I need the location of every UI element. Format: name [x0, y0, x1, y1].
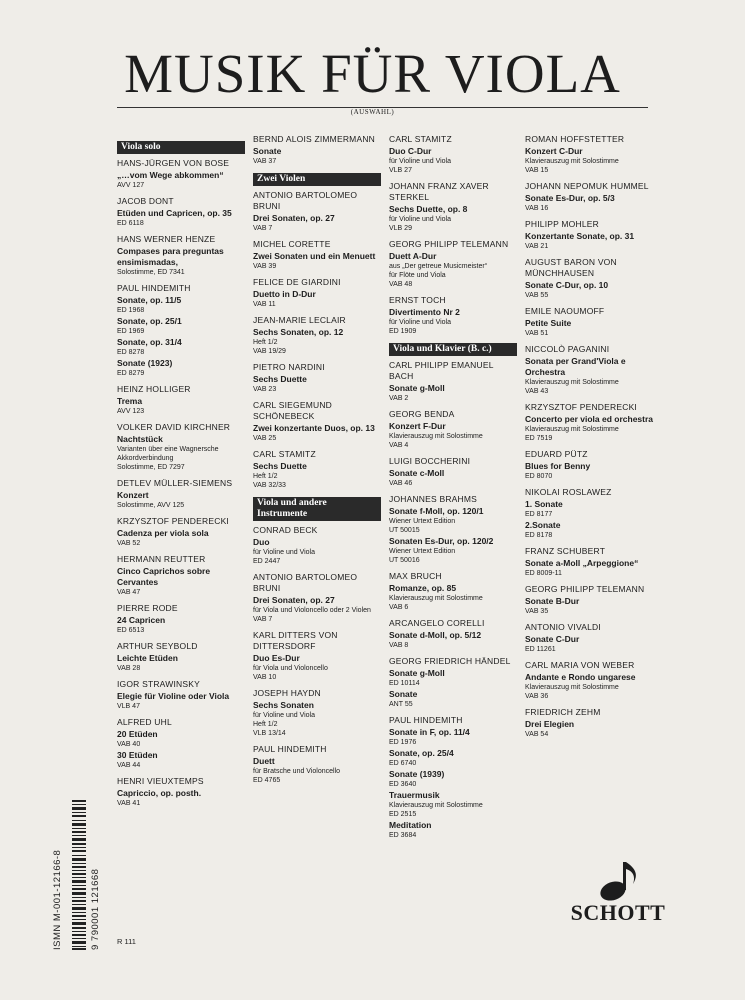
edition-detail: AVV 127	[117, 182, 145, 189]
edition-detail: ED 2515	[389, 811, 417, 818]
catalog-entry	[525, 622, 653, 654]
work-title: Sonate	[389, 689, 418, 699]
work-title: Meditation	[389, 820, 432, 830]
edition-detail: VAB 23	[253, 386, 277, 393]
edition-detail: für Flöte und Viola	[389, 272, 446, 279]
edition-detail: VAB 36	[525, 693, 549, 700]
edition-detail: VAB 51	[525, 330, 549, 337]
edition-detail: VAB 52	[117, 540, 141, 547]
work-title: Etüden und Capricen, op. 35	[117, 208, 232, 218]
catalog-entry	[117, 679, 245, 711]
edition-detail: VLB 13/14	[253, 730, 286, 737]
page-title: MUSIK FÜR VIOLA	[124, 43, 621, 104]
edition-detail: Klavierauszug mit Solostimme	[525, 426, 619, 433]
composer-name: GEORG BENDA	[389, 409, 455, 419]
work-title: Sechs Duette	[253, 461, 307, 471]
work-title: Cadenza per viola sola	[117, 528, 209, 538]
composer-name: GEORG PHILIPP TELEMANN	[389, 239, 509, 249]
work-title: Sonate d-Moll, op. 5/12	[389, 630, 482, 640]
edition-detail: Klavierauszug mit Solostimme	[389, 433, 483, 440]
work-title: 30 Etüden	[117, 750, 158, 760]
edition-detail: VAB 7	[253, 616, 273, 623]
work-title: Concerto per viola ed orchestra	[525, 414, 654, 424]
work-title: Blues for Benny	[525, 461, 591, 471]
composer-name: PIETRO NARDINI	[253, 362, 325, 372]
composer-name: JOSEPH HAYDN	[253, 688, 321, 698]
work-title: Leichte Etüden	[117, 653, 178, 663]
catalog-code: R 111	[117, 937, 136, 946]
edition-detail: ED 8279	[117, 370, 145, 377]
work-title: 1. Sonate	[525, 499, 563, 509]
catalog-entry	[117, 283, 245, 378]
edition-detail: VAB 43	[525, 388, 549, 395]
work-title: 20 Etüden	[117, 729, 158, 739]
edition-detail: VAB 39	[253, 263, 277, 270]
edition-detail: Klavierauszug mit Solostimme	[525, 684, 619, 691]
composer-name: HERMANN REUTTER	[117, 554, 206, 564]
catalog-entry	[389, 239, 517, 289]
work-title: Sechs Duette, op. 8	[389, 204, 468, 214]
catalog-entry	[389, 656, 517, 709]
edition-detail: ED 3640	[389, 781, 417, 788]
catalog-column-4	[525, 134, 653, 745]
edition-detail: ED 6118	[117, 220, 144, 227]
work-title: Andante e Rondo ungarese	[525, 672, 636, 682]
catalog-entry	[253, 744, 381, 785]
edition-detail: für Violine und Viola	[253, 549, 316, 556]
edition-detail: Solostimme, ED 7297	[117, 464, 185, 471]
catalog-entry	[117, 196, 245, 228]
composer-name: NIKOLAI ROSLAWEZ	[525, 487, 612, 497]
catalog-entry	[389, 715, 517, 840]
edition-detail: ED 6740	[389, 760, 417, 767]
work-title: Sonate c-Moll	[389, 468, 445, 478]
catalog-entry	[117, 384, 245, 416]
work-title: Trema	[117, 396, 143, 406]
work-title: Duetto in D-Dur	[253, 289, 316, 299]
work-title: Sonate g-Moll	[389, 383, 445, 393]
edition-detail: VLB 27	[389, 167, 412, 174]
edition-detail: VAB 21	[525, 243, 549, 250]
edition-detail: VAB 41	[117, 800, 141, 807]
edition-detail: ED 8009-11	[525, 570, 562, 577]
work-title: Duo C-Dur	[389, 146, 432, 156]
catalog-entry	[389, 360, 517, 403]
edition-detail: ANT 55	[389, 701, 413, 708]
edition-detail: ED 1969	[117, 328, 145, 335]
work-title: Divertimento Nr 2	[389, 307, 460, 317]
catalog-entry	[117, 603, 245, 635]
catalog-column-1	[117, 134, 245, 814]
composer-name: FRANZ SCHUBERT	[525, 546, 606, 556]
composer-name: HENRI VIEUXTEMPS	[117, 776, 204, 786]
work-title: Konzert	[117, 490, 149, 500]
edition-detail: VAB 6	[389, 604, 409, 611]
catalog-entry	[389, 571, 517, 612]
catalog-entry	[525, 257, 653, 300]
composer-name: ANTONIO BARTOLOMEO BRUNI	[253, 572, 358, 593]
edition-detail: VAB 16	[525, 205, 549, 212]
catalog-entry	[525, 660, 653, 701]
edition-detail: Varianten über eine Wagnersche Akkordverbindung	[117, 446, 219, 462]
composer-name: GEORG FRIEDRICH HÄNDEL	[389, 656, 511, 666]
work-title: Duo Es-Dur	[253, 653, 300, 663]
composer-name: MAX BRUCH	[389, 571, 442, 581]
edition-detail: für Violine und Viola	[253, 712, 316, 719]
catalog-entry	[253, 239, 381, 271]
composer-name: ARCANGELO CORELLI	[389, 618, 485, 628]
composer-name: NICCOLÒ PAGANINI	[525, 344, 610, 354]
catalog-entry	[525, 181, 653, 213]
isbn-text: ISMN M-001-12166-8	[52, 849, 63, 950]
work-title: Drei Sonaten, op. 27	[253, 595, 335, 605]
work-title: Sonate (1939)	[389, 769, 445, 779]
composer-name: PIERRE RODE	[117, 603, 178, 613]
edition-detail: VAB 11	[253, 301, 276, 308]
catalog-entry	[525, 306, 653, 338]
catalog-entry	[525, 219, 653, 251]
edition-detail: UT 50016	[389, 557, 420, 564]
work-title: 2.Sonate	[525, 520, 561, 530]
edition-detail: ED 10114	[389, 680, 420, 687]
edition-detail: Heft 1/2	[253, 473, 278, 480]
composer-name: FRIEDRICH ZEHM	[525, 707, 601, 717]
catalog-column-2	[253, 134, 381, 791]
catalog-entry	[253, 362, 381, 394]
edition-detail: VAB 15	[525, 167, 549, 174]
composer-name: PAUL HINDEMITH	[117, 283, 191, 293]
catalog-entry	[389, 134, 517, 175]
catalog-entry	[253, 449, 381, 490]
composer-name: JOHANN NEPOMUK HUMMEL	[525, 181, 649, 191]
work-title: Sonate C-Dur	[525, 634, 580, 644]
composer-name: ERNST TOCH	[389, 295, 446, 305]
composer-name: JACOB DONT	[117, 196, 174, 206]
catalog-entry	[525, 487, 653, 540]
edition-detail: VAB 46	[389, 480, 413, 487]
catalog-entry	[117, 641, 245, 673]
catalog-entry	[389, 494, 517, 565]
edition-detail: ED 3684	[389, 832, 417, 839]
catalog-entry	[525, 546, 653, 578]
edition-detail: UT 50015	[389, 527, 420, 534]
edition-detail: ED 1968	[117, 307, 145, 314]
work-title: Sonaten Es-Dur, op. 120/2	[389, 536, 494, 546]
composer-name: CARL MARIA VON WEBER	[525, 660, 635, 670]
edition-detail: Klavierauszug mit Solostimme	[525, 158, 619, 165]
edition-detail: VLB 29	[389, 225, 412, 232]
catalog-entry	[253, 400, 381, 443]
edition-detail: Heft 1/2	[253, 721, 278, 728]
work-title: Sonate in F, op. 11/4	[389, 727, 470, 737]
composer-name: EMILE NAOUMOFF	[525, 306, 605, 316]
composer-name: DETLEV MÜLLER-SIEMENS	[117, 478, 233, 488]
work-title: Drei Sonaten, op. 27	[253, 213, 335, 223]
catalog-entry	[117, 554, 245, 597]
edition-detail: Klavierauszug mit Solostimme	[389, 802, 483, 809]
edition-detail: Klavierauszug mit Solostimme	[389, 595, 483, 602]
work-title: 24 Capricen	[117, 615, 166, 625]
catalog-entry	[389, 409, 517, 450]
edition-detail: ED 1976	[389, 739, 417, 746]
composer-name: CARL SIEGEMUND SCHÖNEBECK	[253, 400, 332, 421]
composer-name: CARL PHILIPP EMANUEL BACH	[389, 360, 494, 381]
catalog-entry	[117, 422, 245, 472]
composer-name: ANTONIO VIVALDI	[525, 622, 601, 632]
catalog-entry	[117, 158, 245, 190]
publisher-logo: SCHOTT	[570, 900, 666, 925]
edition-detail: VLB 47	[117, 703, 140, 710]
edition-detail: für Bratsche und Violoncello	[253, 768, 341, 775]
catalog-entry	[253, 315, 381, 356]
composer-name: KARL DITTERS VON DITTERSDORF	[253, 630, 338, 651]
composer-name: JOHANNES BRAHMS	[389, 494, 478, 504]
edition-detail: VAB 37	[253, 158, 277, 165]
edition-detail: VAB 7	[253, 225, 273, 232]
section-heading: Viola und Klavier (B. c.)	[389, 343, 517, 356]
composer-name: ALFRED UHL	[117, 717, 172, 727]
work-title: Konzert F-Dur	[389, 421, 446, 431]
catalog-entry	[253, 688, 381, 738]
edition-detail: VAB 35	[525, 608, 549, 615]
composer-name: HANS-JÜRGEN VON BOSE	[117, 158, 230, 168]
work-title: Drei Elegien	[525, 719, 575, 729]
catalog-entry	[117, 776, 245, 808]
work-title: Konzert C-Dur	[525, 146, 583, 156]
work-title: Sonate f-Moll, op. 120/1	[389, 506, 484, 516]
work-title: Sonate B-Dur	[525, 596, 580, 606]
edition-detail: ED 7519	[525, 435, 553, 442]
edition-detail: ED 2447	[253, 558, 281, 565]
catalog-entry	[253, 572, 381, 624]
edition-detail: ED 8178	[525, 532, 553, 539]
composer-name: BERND ALOIS ZIMMERMANN	[253, 134, 375, 144]
work-title: Petite Suite	[525, 318, 572, 328]
composer-name: KRZYSZTOF PENDERECKI	[525, 402, 637, 412]
edition-detail: ED 8177	[525, 511, 553, 518]
edition-detail: für Violine und Viola	[389, 158, 452, 165]
composer-name: FELICE DE GIARDINI	[253, 277, 341, 287]
edition-detail: Wiener Urtext Edition	[389, 548, 456, 555]
composer-name: PAUL HINDEMITH	[253, 744, 327, 754]
edition-detail: ED 1909	[389, 328, 417, 335]
catalog-entry	[253, 525, 381, 566]
composer-name: CONRAD BECK	[253, 525, 318, 535]
edition-detail: VAB 19/29	[253, 348, 286, 355]
composer-name: HANS WERNER HENZE	[117, 234, 216, 244]
work-title: Sechs Duette	[253, 374, 307, 384]
work-title: Zwei Sonaten und ein Menuett	[253, 251, 376, 261]
work-title: Sonate, op. 31/4	[117, 337, 182, 347]
work-title: Sonate C-Dur, op. 10	[525, 280, 609, 290]
music-note-icon	[595, 860, 645, 902]
edition-detail: VAB 32/33	[253, 482, 286, 489]
work-title: Duett A-Dur	[389, 251, 437, 261]
edition-detail: für Viola und Violoncello	[253, 665, 328, 672]
edition-detail: Klavierauszug mit Solostimme	[525, 379, 619, 386]
composer-name: MICHEL CORETTE	[253, 239, 331, 249]
edition-detail: VAB 8	[389, 642, 409, 649]
catalog-entry	[525, 707, 653, 739]
work-title: Duo	[253, 537, 270, 547]
composer-name: GEORG PHILIPP TELEMANN	[525, 584, 645, 594]
edition-detail: AVV 123	[117, 408, 145, 415]
edition-detail: VAB 44	[117, 762, 141, 769]
edition-detail: ED 11261	[525, 646, 556, 653]
edition-detail: VAB 40	[117, 741, 141, 748]
catalog-entry	[253, 190, 381, 233]
composer-name: PHILIPP MOHLER	[525, 219, 599, 229]
catalog-entry	[117, 717, 245, 770]
edition-detail: VAB 28	[117, 665, 141, 672]
composer-name: PAUL HINDEMITH	[389, 715, 463, 725]
work-title: Sonate	[253, 146, 282, 156]
edition-detail: ED 4765	[253, 777, 281, 784]
catalog-entry	[525, 584, 653, 616]
edition-detail: VAB 48	[389, 281, 413, 288]
work-title: Sechs Sonaten	[253, 700, 314, 710]
edition-detail: für Viola und Violoncello oder 2 Violen	[253, 607, 371, 614]
composer-name: JOHANN FRANZ XAVER STERKEL	[389, 181, 489, 202]
catalog-entry	[525, 134, 653, 175]
composer-name: ANTONIO BARTOLOMEO BRUNI	[253, 190, 358, 211]
edition-detail: Solostimme, AVV 125	[117, 502, 185, 509]
catalog-column-3	[389, 134, 517, 846]
composer-name: IGOR STRAWINSKY	[117, 679, 200, 689]
catalog-entry	[389, 618, 517, 650]
composer-name: JEAN-MARIE LECLAIR	[253, 315, 346, 325]
work-title: Capriccio, op. posth.	[117, 788, 202, 798]
catalog-entry	[389, 181, 517, 233]
edition-detail: für Violine und Viola	[389, 216, 452, 223]
work-title: Sonate, op. 25/1	[117, 316, 182, 326]
work-title: Trauermusik	[389, 790, 440, 800]
composer-name: CARL STAMITZ	[389, 134, 452, 144]
work-title: Sonata per Grand'Viola e Orchestra	[525, 356, 626, 377]
composer-name: ARTHUR SEYBOLD	[117, 641, 198, 651]
work-title: Zwei konzertante Duos, op. 13	[253, 423, 375, 433]
catalog-entry	[525, 344, 653, 396]
work-title: Sonate (1923)	[117, 358, 173, 368]
catalog-entry	[253, 630, 381, 682]
edition-detail: VAB 55	[525, 292, 549, 299]
work-title: Sonate, op. 11/5	[117, 295, 182, 305]
work-title: Sonate, op. 25/4	[389, 748, 454, 758]
edition-detail: Wiener Urtext Edition	[389, 518, 456, 525]
catalog-entry	[253, 277, 381, 309]
section-heading: Viola solo	[117, 141, 245, 154]
edition-detail: VAB 54	[525, 731, 549, 738]
edition-detail: ED 6513	[117, 627, 145, 634]
work-title: Compases para preguntas ensimismadas,	[117, 246, 224, 267]
work-title: Elegie für Violine oder Viola	[117, 691, 230, 701]
catalog-entry	[117, 234, 245, 277]
section-heading: Zwei Violen	[253, 173, 381, 186]
work-title: Sonate Es-Dur, op. 5/3	[525, 193, 615, 203]
work-title: Romanze, op. 85	[389, 583, 457, 593]
catalog-entry	[525, 402, 653, 443]
catalog-entry	[253, 134, 381, 166]
composer-name: LUIGI BOCCHERINI	[389, 456, 471, 466]
edition-detail: aus „Der getreue Musicmeister“	[389, 263, 488, 270]
composer-name: CARL STAMITZ	[253, 449, 316, 459]
barcode-digits: 9 790001 121668	[90, 868, 101, 950]
edition-detail: Heft 1/2	[253, 339, 278, 346]
work-title: Nachtstück	[117, 434, 163, 444]
composer-name: HEINZ HOLLIGER	[117, 384, 191, 394]
barcode	[72, 800, 86, 950]
edition-detail: VAB 25	[253, 435, 277, 442]
work-title: Cinco Caprichos sobre Cervantes	[117, 566, 211, 587]
catalog-entry	[525, 449, 653, 481]
edition-detail: VAB 4	[389, 442, 409, 449]
composer-name: AUGUST BARON VON MÜNCHHAUSEN	[525, 257, 617, 278]
edition-detail: VAB 47	[117, 589, 141, 596]
edition-detail: VAB 10	[253, 674, 277, 681]
catalog-entry	[389, 456, 517, 488]
edition-detail: ED 8278	[117, 349, 145, 356]
composer-name: EDUARD PÜTZ	[525, 449, 588, 459]
edition-detail: VAB 2	[389, 395, 409, 402]
work-title: Sonate g-Moll	[389, 668, 445, 678]
work-title: Duett	[253, 756, 275, 766]
catalog-entry	[117, 478, 245, 510]
section-heading: Viola und andere Instrumente	[253, 497, 381, 521]
edition-detail: für Violine und Viola	[389, 319, 452, 326]
work-title: Konzertante Sonate, op. 31	[525, 231, 635, 241]
edition-detail: Solostimme, ED 7341	[117, 269, 185, 276]
work-title: Sechs Sonaten, op. 12	[253, 327, 344, 337]
composer-name: ROMAN HOFFSTETTER	[525, 134, 625, 144]
composer-name: VOLKER DAVID KIRCHNER	[117, 422, 231, 432]
catalog-entry	[389, 295, 517, 336]
composer-name: KRZYSZTOF PENDERECKI	[117, 516, 229, 526]
work-title: Sonate a-Moll „Arpeggione“	[525, 558, 639, 568]
page-subtitle: (AUSWAHL)	[350, 108, 395, 116]
edition-detail: ED 8070	[525, 473, 553, 480]
catalog-entry	[117, 516, 245, 548]
work-title: „…vom Wege abkommen“	[117, 170, 224, 180]
